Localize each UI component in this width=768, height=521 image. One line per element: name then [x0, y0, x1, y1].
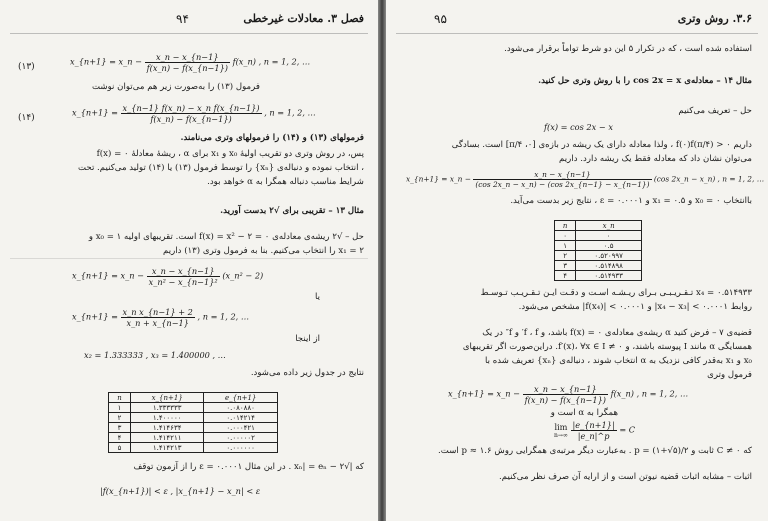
table-cell: ۴: [109, 433, 131, 443]
table-header: x_{n+1}: [131, 393, 204, 403]
table-header: x_n: [576, 221, 642, 231]
chapter-header: فصل ۳. معادلات غیرخطی: [243, 12, 364, 25]
page-number: ۹۵: [434, 12, 447, 26]
scan-line: [10, 258, 368, 259]
left-page: [0, 0, 378, 521]
paragraph: فرمولهای (۱۳) و (۱۴) را فرمولهای وتری می‌نامند.: [180, 133, 364, 143]
formula-c: x₂ = 1.333333 , x₃ = 1.400000 , …: [84, 350, 226, 360]
page-number: ۹۴: [176, 12, 189, 26]
table-cell: ۰: [576, 231, 642, 241]
stop-criteria: |f(x_{n+1})| < ε , |x_{n+1} − x_n| < ε: [100, 486, 261, 496]
formula-13: x_{n+1} = x_n − $\frac{x\_n - x\_\{n-1\}}{f(x\_n) - f(x\_\{n-1\})}$ f(x_n) , n = 1, 2, …: [70, 52, 311, 73]
paragraph: که ۰ ≠ C ثابت و p = (۱+√۵)/۲ . به‌عبارت دیگر مرتبه‌ی همگرایی روش p ≈ ۱.۶ است.: [438, 446, 752, 456]
paragraph: پس، در روش وتری دو تقریب اولیهٔ x₀ و x₁ برای α ، ریشهٔ معادلهٔ ۰ = f(x): [96, 149, 364, 159]
paragraph: باانتخاب ۰ = x₀ و ۰.۵ = x₁ و ۰.۰۰۰۱ = ε ، نتایج زیر بدست می‌آید.: [510, 196, 752, 206]
table-cell: ۳: [109, 423, 131, 433]
proof: اثبات – مشابه اثبات قضیه نیوتن است و از ارایه آن صرف نظر می‌کنیم.: [499, 472, 752, 482]
table-cell: ۰.۰۰۰۴۲۱: [204, 423, 278, 433]
formula-14: x_{n+1} = $\frac{\text{x\_\{n−1\} f(x\_n) − x\_n f(x\_\{n−1\})}}{f(x\_n) - f(x\_\{n-1\})}$ , n = 1, 2, …: [72, 103, 316, 124]
theorem: x₀ و x₁ به‌قدر کافی نزدیک به α انتخاب شوند ، دنباله‌ی {xₙ} تعریف شده با: [485, 356, 752, 366]
table-row: [555, 241, 642, 251]
table-cell: ۴: [555, 271, 576, 281]
table-cell: ۰.۰۱۴۲۱۴: [204, 413, 278, 423]
paragraph: استفاده شده است ، که در تکرار ۵ این دو شرط تواماً برقرار می‌شود.: [504, 44, 752, 54]
paragraph: یا: [314, 292, 320, 302]
paragraph: حل – تعریف می‌کنیم: [678, 106, 752, 116]
section-header: ۳.۶. روش وتری: [677, 12, 752, 25]
table-row: [109, 433, 278, 443]
paragraph: x₄ = ۰.۵۱۴۹۳۳ تـقـریـبـی بـرای ریـشـه اسـت و دقـت ایـن تـقـریـب تـوسـط: [480, 288, 752, 298]
paragraph: از اینجا: [295, 334, 320, 344]
table-cell: ۱.۴۱۴۲۱۳: [131, 443, 204, 453]
paragraph: شرایط مناسب دنباله همگرا به α خواهد بود.: [207, 177, 364, 187]
paragraph: روابط ۰.۰۰۰۱ > |x₄ − x₃| و ۰.۰۰۰۱ > |f(x₄)| مشخص می‌شود.: [518, 302, 752, 312]
table-cell: ۲: [555, 251, 576, 261]
paragraph: فرمول (۱۳) را به‌صورت زیر هم می‌توان نوشت: [91, 82, 260, 92]
table-cell: ۱.۳۳۳۳۳۳: [131, 403, 204, 413]
table-header: n: [555, 221, 576, 231]
table-header: e_{n+1}: [204, 393, 278, 403]
function-def: f(x) = cos 2x − x: [544, 122, 613, 132]
table-cell: ۰.۵: [576, 241, 642, 251]
table-cell: ۳: [555, 261, 576, 271]
table-cell: ۰.۰۰۰۰۰۲: [204, 433, 278, 443]
table-row: [109, 443, 278, 453]
table-cell: ۰.۵۱۴۹۳۳: [576, 271, 642, 281]
table-cell: ۰: [555, 231, 576, 241]
table-cell: ۵: [109, 443, 131, 453]
results-table: [554, 220, 642, 281]
paragraph: همگرا به α است و: [550, 408, 618, 418]
table-cell: ۰.۵۲۰۹۹۷: [576, 251, 642, 261]
table-cell: ۱.۴۰۰۰۰۰: [131, 413, 204, 423]
header-rule: [10, 33, 368, 34]
example-title: مثال ۱۴ – معادله‌ی cos 2x = x را با روش وتری حل کنید.: [538, 76, 752, 86]
theorem: قضیه‌ی ۷ – فرض کنید α ریشه‌ی معادله‌ی ۰ = f(x) باشد، و f ، f′ و f″ در یک: [482, 328, 752, 338]
header-rule: [396, 33, 758, 34]
theorem: همسایگی α مانند I پیوسته باشند، و ۰ ≠ f′(x)، ∀x ∈ I. دراین‌صورت اگر تقریبهای: [462, 342, 752, 352]
paragraph: حل – √۲ ریشه‌ی معادله‌ی ۰ = ۲ − f(x) = x² است. تقریبهای اولیه ۱ = x₀ و: [88, 232, 364, 242]
book-gutter: [378, 0, 386, 521]
table-row: [109, 403, 278, 413]
table-cell: ۰.۰۸۰۸۸۰: [204, 403, 278, 413]
paragraph: داریم ۰ < f(۰)f(π/۴) ، ولذا معادله دارای یک ریشه در بازه‌ی [۰، π/۴] است. بسادگی: [451, 140, 752, 150]
right-page: [386, 0, 768, 521]
table-row: [555, 271, 642, 281]
table-cell: ۰.۵۱۴۸۹۸: [576, 261, 642, 271]
formula-14-tag: (۱۴): [18, 113, 35, 123]
table-row: [555, 251, 642, 261]
example-title: مثال ۱۳ – تقریبی برای √۲ بدست آورید.: [220, 206, 364, 216]
table-row: [109, 413, 278, 423]
formula-a: x_{n+1} = x_n − $\frac{x\_n - x\_\{n-1\}}{\text{x\_n² − x\_\{n−1\}²}}$ (x_n² − 2): [72, 266, 264, 287]
table-header: n: [109, 393, 131, 403]
theorem-formula: x_{n+1} = x_n − $\frac{x\_n - x\_\{n-1\}}{f(x\_n) - f(x\_\{n-1\})}$ f(x_n) , n = 1, 2, …: [448, 384, 689, 405]
table-cell: ۱.۴۱۴۶۳۴: [131, 423, 204, 433]
table-cell: ۱: [109, 403, 131, 413]
paragraph: که |√۲ − xₙ| = eₙ . در این مثال ۰.۰۰۰۱ = ε را از آزمون توقف: [133, 462, 364, 472]
formula-b: x_{n+1} = $\frac{\text{x\_n x\_\{n−1\} + 2}}{x\_n + x\_\{n-1\}}$ , n = 1, 2, …: [72, 307, 250, 328]
paragraph: نتایج در جدول زیر داده می‌شود.: [250, 368, 364, 378]
table-cell: ۰.۰۰۰۰۰۰: [204, 443, 278, 453]
theorem: فرمول وتری: [707, 370, 752, 380]
limit-formula: lim n→∞ $\frac{|e\_\{n+1\}|}{|e\_n|\^{}p}$ = C: [554, 420, 636, 441]
paragraph: ، انتخاب نموده و دنباله‌ی {xₙ} را توسط فرمول (۱۳) یا (۱۴) تولید می‌کنیم. تحت: [77, 163, 364, 173]
formula-13-tag: (۱۳): [18, 62, 35, 72]
paragraph: می‌توان نشان داد که معادله فقط یک ریشه دارد. داریم: [559, 154, 752, 164]
paragraph: ۲ = x₁ را انتخاب می‌کنیم. بنا به فرمول وتری (۱۳) داریم: [162, 246, 364, 256]
secant-formula: x_{n+1} = x_n − $\frac{x\_n - x\_\{n-1\}}{(\cos 2x\_n - x\_n) - (\cos 2x\_\{n-1\} - x\_\{n-1\})}$ (cos 2x_n − x_n) , n = 1, 2, …: [406, 170, 765, 189]
table-cell: ۱.۴۱۴۲۱۱: [131, 433, 204, 443]
table-row: [555, 231, 642, 241]
table-cell: ۱: [555, 241, 576, 251]
results-table: [108, 392, 278, 453]
table-row: [109, 423, 278, 433]
table-cell: ۲: [109, 413, 131, 423]
table-row: [555, 261, 642, 271]
